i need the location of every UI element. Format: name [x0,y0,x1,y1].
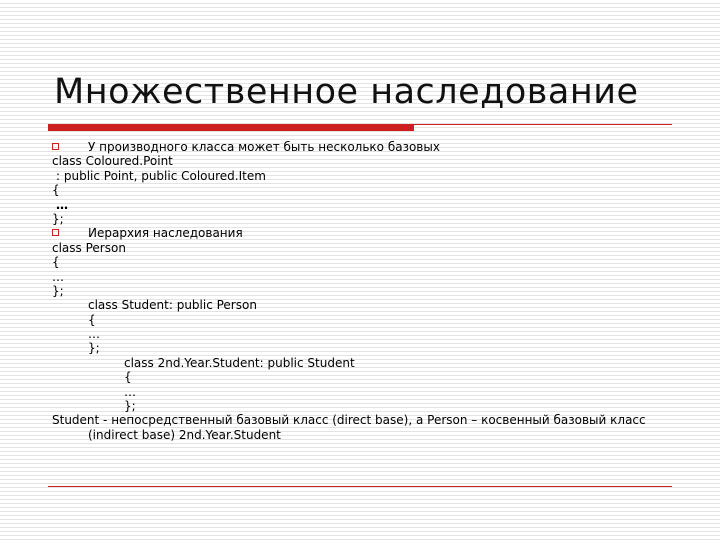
summary-text: Student - непосредственный базовый класс (direct base), а Person – косвенный базовый класс (indirect base) 2nd.Year.Student [52,413,646,442]
code-line: … [52,269,64,284]
bullet-text: Иерархия наследования [88,226,243,241]
code-line: }; [52,211,64,226]
code-line: class Coloured.Point [52,154,173,169]
code-line: class 2nd.Year.Student: public Student [124,355,355,370]
code-line: … [124,384,136,399]
bullet-item [52,226,692,240]
code-line: class Person [52,240,126,255]
code-line: }; [52,283,64,298]
title-underline-thin [414,124,672,125]
title-underline-accent [48,124,414,131]
code-line: class Student: public Person [88,298,257,313]
bullet-text: У производного класса может быть несколько базовых [88,140,440,154]
hollow-square-bullet-icon [52,143,59,150]
code-line: { [124,370,132,385]
slide-title: Множественное наследование [54,72,639,112]
code-line: : public Point, public Coloured.Item [56,168,266,183]
code-line: }; [88,341,100,356]
code-line: }; [124,399,136,414]
slide-body [52,140,692,442]
code-line: … [88,327,100,342]
bottom-divider [48,486,672,487]
bullet-item [52,140,692,154]
code-line: { [88,312,96,327]
code-line: … [56,197,68,212]
code-line: { [52,255,60,270]
hollow-square-bullet-icon [52,229,59,236]
code-line: { [52,183,60,198]
